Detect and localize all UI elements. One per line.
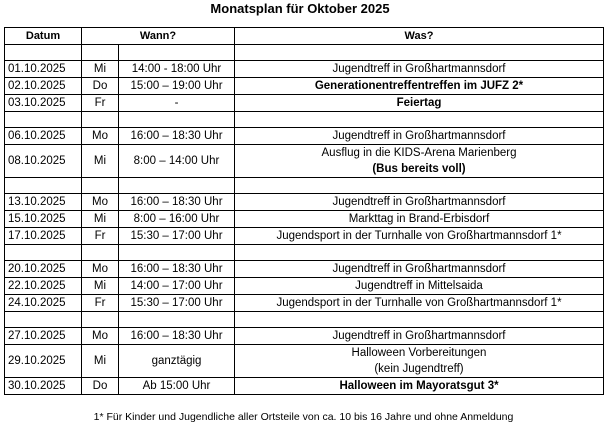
table-row <box>5 211 604 228</box>
spacer-row <box>5 112 604 128</box>
time-cell: ganztägig <box>119 345 235 378</box>
activity-text: Jugendtreff in Mittelsaida <box>355 280 483 292</box>
empty-cell <box>5 45 82 61</box>
table-row <box>5 95 604 112</box>
date-cell: 08.10.2025 <box>5 145 82 178</box>
time-cell: 16:00 – 18:30 Uhr <box>119 128 235 145</box>
activity-text: Jugendtreff in Großhartmannsdorf <box>332 196 506 208</box>
time-cell: 14:00 - 18:00 Uhr <box>119 61 235 78</box>
activity-cell <box>235 328 604 345</box>
activity-text: Markttag in Brand-Erbisdorf <box>348 213 490 225</box>
empty-cell <box>82 45 119 61</box>
table-row <box>5 378 604 395</box>
activity-cell <box>235 128 604 145</box>
date-cell: 20.10.2025 <box>5 261 82 278</box>
weekday-cell: Mi <box>82 345 119 378</box>
weekday-cell: Do <box>82 78 119 95</box>
activity-text: Ausflug in die KIDS-Arena Marienberg <box>321 147 517 159</box>
header-what: Was? <box>235 28 604 45</box>
activity-text: Jugendtreff in Großhartmannsdorf <box>332 130 506 142</box>
time-cell: 15:30 – 17:00 Uhr <box>119 228 235 245</box>
page-title: Monatsplan für Oktober 2025 <box>210 1 390 16</box>
activity-text: Jugendsport in der Turnhalle von Großhartmannsdorf 1* <box>276 230 562 242</box>
activity-text: (Bus bereits voll) <box>372 163 466 175</box>
empty-cell <box>119 178 235 194</box>
weekday-cell: Mo <box>82 261 119 278</box>
activity-cell <box>235 345 604 378</box>
empty-cell <box>235 45 604 61</box>
activity-cell <box>235 261 604 278</box>
activity-cell <box>235 278 604 295</box>
date-cell: 02.10.2025 <box>5 78 82 95</box>
weekday-cell: Mi <box>82 145 119 178</box>
time-cell: 16:00 – 18:30 Uhr <box>119 261 235 278</box>
table-row <box>5 194 604 211</box>
table-row <box>5 345 604 378</box>
date-cell: 30.10.2025 <box>5 378 82 395</box>
empty-cell <box>5 312 82 328</box>
time-cell: 8:00 – 16:00 Uhr <box>119 211 235 228</box>
table-row <box>5 228 604 245</box>
activity-cell <box>235 61 604 78</box>
schedule-table <box>4 27 604 395</box>
table-row <box>5 145 604 178</box>
activity-text: (kein Jugendtreff) <box>374 363 464 375</box>
date-cell: 27.10.2025 <box>5 328 82 345</box>
table-row <box>5 328 604 345</box>
spacer-row <box>5 245 604 261</box>
empty-cell <box>235 312 604 328</box>
table-row <box>5 61 604 78</box>
header-when: Wann? <box>82 28 235 45</box>
activity-cell <box>235 211 604 228</box>
weekday-cell: Fr <box>82 228 119 245</box>
activity-cell <box>235 95 604 112</box>
empty-cell <box>5 245 82 261</box>
empty-cell <box>82 178 119 194</box>
activity-cell <box>235 295 604 312</box>
activity-text: Feiertag <box>396 97 442 109</box>
activity-text: Generationentreffentreffen im JUFZ 2* <box>314 80 524 92</box>
activity-cell <box>235 378 604 395</box>
header-date: Datum <box>5 28 82 45</box>
activity-cell <box>235 194 604 211</box>
table-header-row <box>5 28 604 45</box>
weekday-cell: Fr <box>82 295 119 312</box>
weekday-cell: Mo <box>82 128 119 145</box>
empty-cell <box>119 45 235 61</box>
table-row <box>5 278 604 295</box>
empty-cell <box>82 112 119 128</box>
date-cell: 15.10.2025 <box>5 211 82 228</box>
table-row <box>5 78 604 95</box>
empty-cell <box>82 245 119 261</box>
date-cell: 24.10.2025 <box>5 295 82 312</box>
activity-text: Jugendsport in der Turnhalle von Großhartmannsdorf 1* <box>276 297 562 309</box>
date-cell: 22.10.2025 <box>5 278 82 295</box>
activity-text: Halloween Vorbereitungen <box>351 347 487 359</box>
activity-cell <box>235 228 604 245</box>
date-cell: 29.10.2025 <box>5 345 82 378</box>
empty-cell <box>5 178 82 194</box>
time-cell: 8:00 – 14:00 Uhr <box>119 145 235 178</box>
time-cell: 16:00 – 18:30 Uhr <box>119 194 235 211</box>
activity-text: Jugendtreff in Großhartmannsdorf <box>332 263 506 275</box>
weekday-cell: Fr <box>82 95 119 112</box>
spacer-row <box>5 312 604 328</box>
footnote: 1* Für Kinder und Jugendliche aller Ortsteile von ca. 10 bis 16 Jahre und ohne Anmeldung <box>93 411 514 423</box>
empty-cell <box>235 245 604 261</box>
weekday-cell: Mo <box>82 328 119 345</box>
date-cell: 01.10.2025 <box>5 61 82 78</box>
time-cell: 16:00 – 18:30 Uhr <box>119 328 235 345</box>
empty-cell <box>235 178 604 194</box>
activity-text: Jugendtreff in Großhartmannsdorf <box>332 63 506 75</box>
empty-cell <box>5 112 82 128</box>
time-cell: - <box>119 95 235 112</box>
date-cell: 06.10.2025 <box>5 128 82 145</box>
spacer-row <box>5 45 604 61</box>
activity-text: Jugendtreff in Großhartmannsdorf <box>332 330 506 342</box>
weekday-cell: Mi <box>82 211 119 228</box>
time-cell: Ab 15:00 Uhr <box>119 378 235 395</box>
empty-cell <box>235 112 604 128</box>
date-cell: 17.10.2025 <box>5 228 82 245</box>
activity-cell <box>235 78 604 95</box>
weekday-cell: Mo <box>82 194 119 211</box>
empty-cell <box>119 245 235 261</box>
activity-cell <box>235 145 604 178</box>
weekday-cell: Mi <box>82 278 119 295</box>
empty-cell <box>119 112 235 128</box>
time-cell: 15:30 – 17:00 Uhr <box>119 295 235 312</box>
empty-cell <box>82 312 119 328</box>
table-row <box>5 261 604 278</box>
table-row <box>5 295 604 312</box>
activity-text: Halloween im Mayoratsgut 3* <box>339 380 499 392</box>
time-cell: 14:00 – 17:00 Uhr <box>119 278 235 295</box>
schedule-body <box>5 45 604 395</box>
date-cell: 13.10.2025 <box>5 194 82 211</box>
empty-cell <box>119 312 235 328</box>
weekday-cell: Do <box>82 378 119 395</box>
time-cell: 15:00 – 19:00 Uhr <box>119 78 235 95</box>
table-row <box>5 128 604 145</box>
weekday-cell: Mi <box>82 61 119 78</box>
date-cell: 03.10.2025 <box>5 95 82 112</box>
spacer-row <box>5 178 604 194</box>
